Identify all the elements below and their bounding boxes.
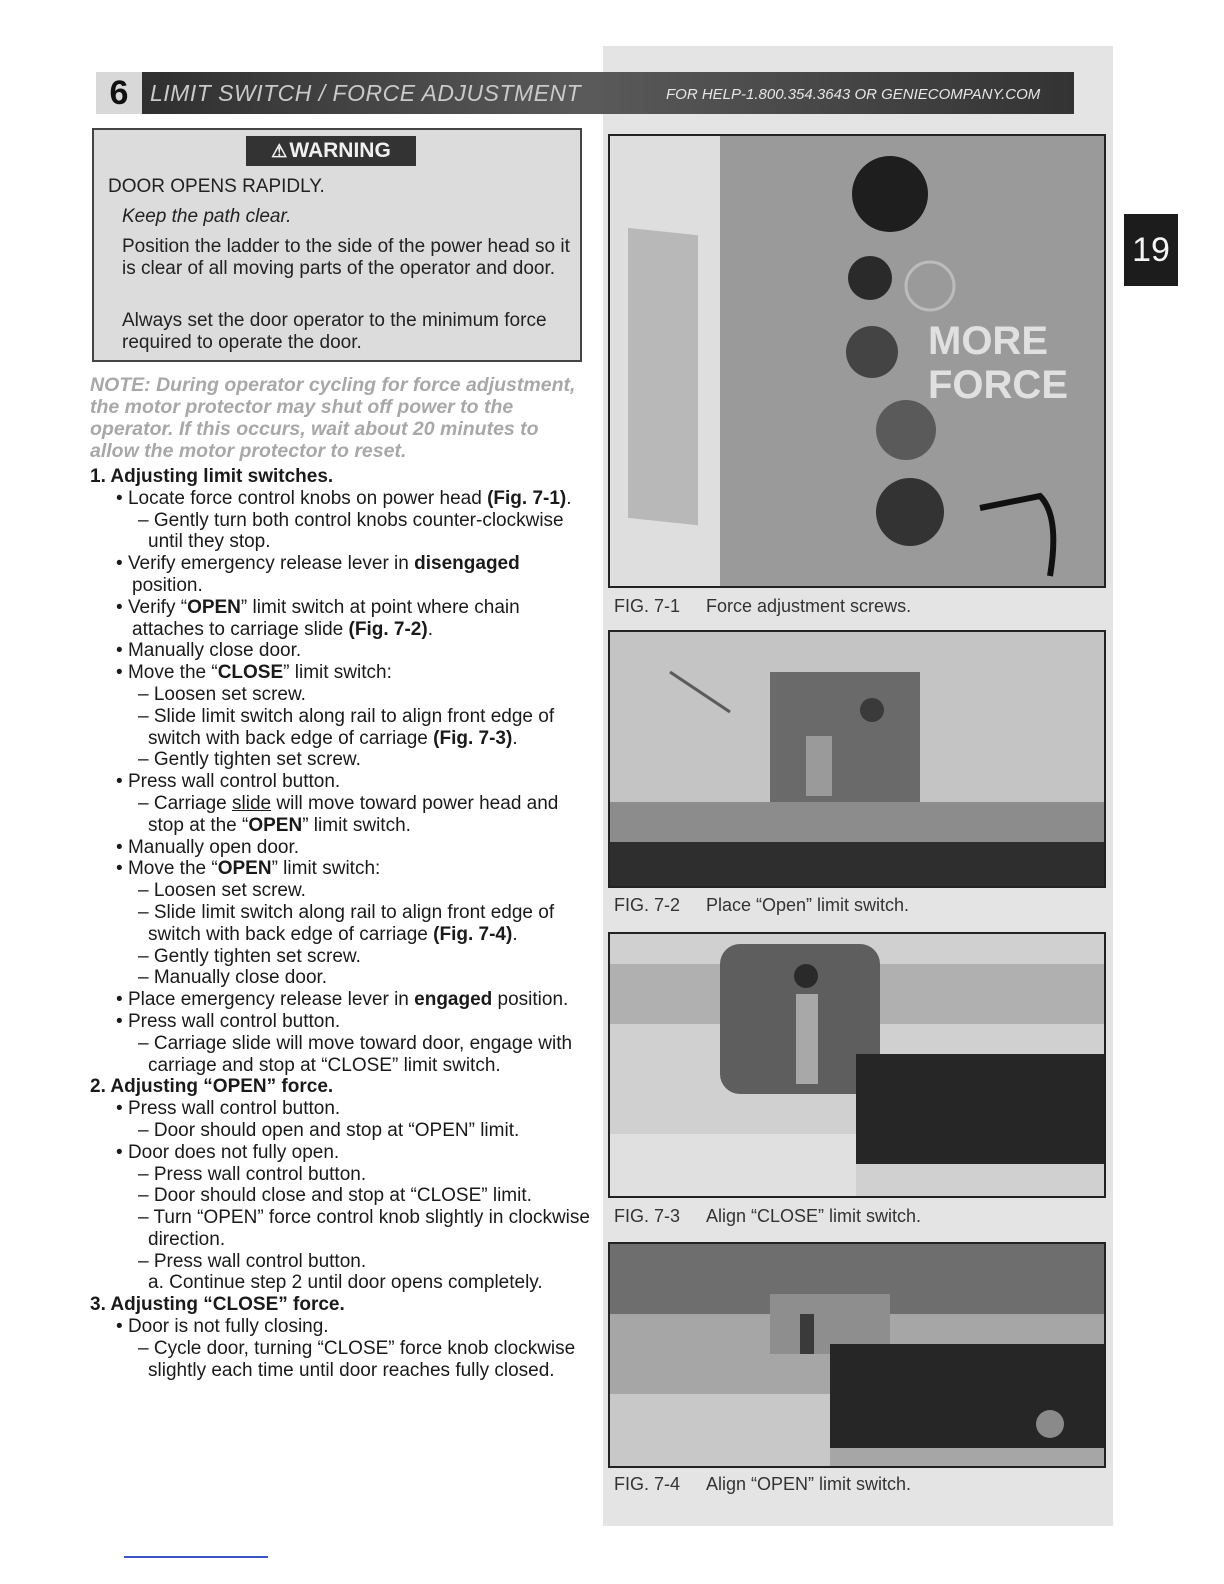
open-limit-switch-align-illustration	[610, 1244, 1104, 1466]
bullet: • Locate force control knobs on power head (Fig. 7-1).	[116, 487, 572, 509]
dash-item: – Press wall control button.	[138, 1250, 367, 1272]
dash-item: – Turn “OPEN” force control knob slightly in clockwise direction.	[138, 1207, 590, 1250]
dash-item: – Slide limit switch along rail to align front edge of switch with back edge of carriage (Fig. 7-3).	[138, 705, 555, 749]
dash-item: – Manually close door.	[138, 967, 328, 989]
section-number: 6	[96, 72, 142, 114]
figure-7-1-photo	[608, 134, 1106, 588]
step-3-heading: 3. Adjusting “CLOSE” force.	[90, 1294, 345, 1316]
bullet: • Manually close door.	[116, 640, 302, 662]
bullet: • Press wall control button.	[116, 1098, 341, 1120]
note-paragraph: NOTE: During operator cycling for force adjustment, the motor protector may shut off power to the operator. If this occurs, wait about 20 minutes to allow the motor protector to reset.	[90, 374, 576, 462]
figure-7-4-photo	[608, 1242, 1106, 1468]
warning-headline: DOOR OPENS RAPIDLY.	[108, 176, 325, 197]
dash-item: – Carriage slide will move toward door, engage with carriage and stop at “CLOSE” limit switch.	[138, 1032, 573, 1076]
fig-reference: (Fig. 7-3)	[433, 727, 513, 749]
bullet: • Door does not fully open.	[116, 1141, 340, 1163]
bullet: • Move the “CLOSE” limit switch:	[116, 662, 392, 684]
dash-item: – Gently tighten set screw.	[138, 749, 361, 771]
figure-7-1-caption: FIG. 7-1 Force adjustment screws.	[614, 596, 912, 616]
bullet: • Place emergency release lever in engaged position.	[116, 989, 569, 1011]
close-limit-switch-illustration	[610, 934, 1104, 1196]
instructions	[90, 466, 595, 1381]
warning-triangle-icon: ⚠	[271, 141, 288, 161]
warning-box	[92, 128, 582, 362]
fig-reference: (Fig. 7-1)	[487, 487, 567, 509]
dash-item: – Gently turn both control knobs counter-clockwise until they stop.	[138, 509, 564, 553]
fig-reference: (Fig. 7-2)	[348, 618, 428, 640]
figure-7-2-photo	[608, 630, 1106, 888]
bullet: • Move the “OPEN” limit switch:	[116, 858, 381, 880]
bullet: • Press wall control button.	[116, 771, 341, 793]
warning-paragraph-force: Always set the door operator to the minimum force required to operate the door.	[122, 310, 547, 353]
dash-item: – Press wall control button.	[138, 1163, 367, 1185]
bullet: • Press wall control button.	[116, 1010, 341, 1032]
dash-item: – Carriage slide will move toward power head and stop at the “OPEN” limit switch.	[138, 792, 559, 836]
more-force-label-line2: FORCE	[928, 363, 1068, 407]
section-title: LIMIT SWITCH / FORCE ADJUSTMENT	[150, 80, 582, 106]
bullet: • Verify emergency release lever in disengaged position.	[116, 553, 520, 596]
sub-step: a. Continue step 2 until door opens completely.	[148, 1272, 543, 1294]
dash-item: – Loosen set screw.	[138, 683, 306, 705]
footer-link-underline	[124, 1556, 268, 1558]
bullet: • Door is not fully closing.	[116, 1316, 329, 1338]
step-1-heading: 1. Adjusting limit switches.	[90, 466, 334, 487]
open-limit-switch-illustration	[610, 632, 1104, 886]
bullet: • Verify “OPEN” limit switch at point where chain attaches to carriage slide (Fig. 7-2).	[116, 596, 520, 640]
dash-item: – Door should close and stop at “CLOSE” limit.	[138, 1185, 532, 1207]
dash-item: – Gently tighten set screw.	[138, 945, 361, 967]
fig-reference: (Fig. 7-4)	[433, 923, 513, 945]
dash-item: – Loosen set screw.	[138, 880, 306, 902]
force-knobs-illustration	[610, 136, 1104, 586]
dash-item: – Slide limit switch along rail to align front edge of switch with back edge of carriage (Fig. 7-4).	[138, 901, 555, 945]
warning-paragraph-ladder: Position the ladder to the side of the power head so it is clear of all moving parts of the operator and door.	[122, 236, 570, 279]
warning-badge	[246, 136, 416, 166]
dash-item: – Door should open and stop at “OPEN” limit.	[138, 1119, 520, 1141]
page-number-tab: 19	[1124, 214, 1178, 286]
figure-7-2-caption: FIG. 7-2 Place “Open” limit switch.	[614, 895, 910, 915]
warning-italic-line: Keep the path clear.	[122, 206, 292, 227]
warning-badge-label: WARNING	[289, 139, 391, 162]
dash-item: – Cycle door, turning “CLOSE” force knob clockwise slightly each time until door reaches fully closed.	[138, 1337, 576, 1381]
more-force-label-line1: MORE	[928, 319, 1048, 363]
figure-7-3-photo	[608, 932, 1106, 1198]
help-contact-text: FOR HELP-1.800.354.3643 OR GENIECOMPANY.COM	[666, 86, 1041, 103]
figure-7-4-caption: FIG. 7-4 Align “OPEN” limit switch.	[614, 1474, 912, 1494]
bullet: • Manually open door.	[116, 836, 300, 858]
step-2-heading: 2. Adjusting “OPEN” force.	[90, 1076, 334, 1098]
figure-7-3-caption: FIG. 7-3 Align “CLOSE” limit switch.	[614, 1206, 922, 1226]
